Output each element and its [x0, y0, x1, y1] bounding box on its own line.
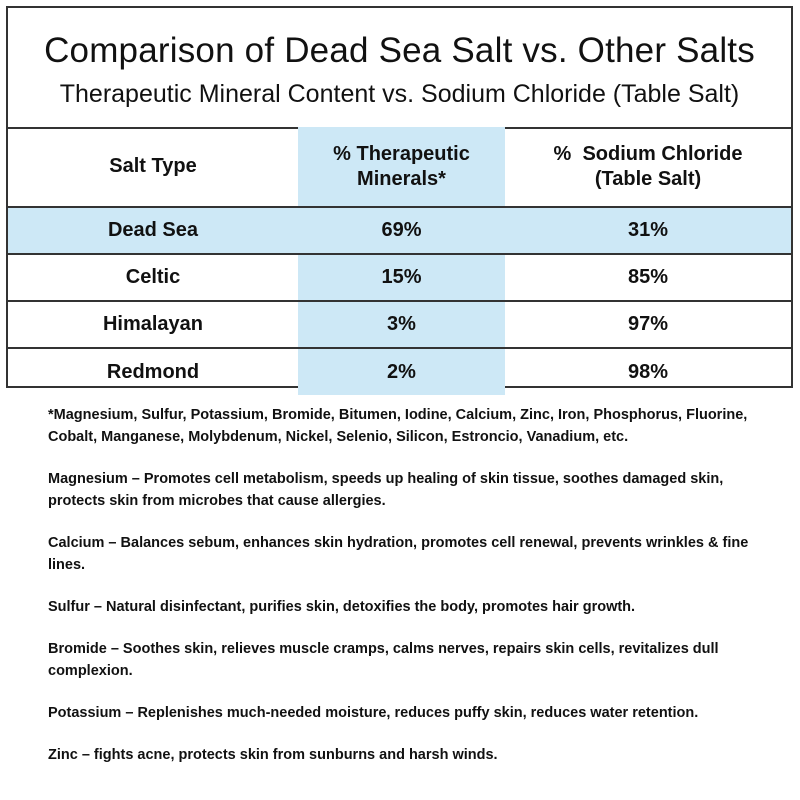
salt-name-cell: Dead Sea [8, 207, 298, 254]
comparison-panel [6, 6, 793, 388]
sodium-cell: 31% [505, 207, 791, 254]
salt-name-cell: Celtic [8, 254, 298, 301]
page-subtitle: Therapeutic Mineral Content vs. Sodium Chloride (Table Salt) [59, 80, 740, 108]
header-sodium-chloride [505, 127, 791, 207]
note-magnesium: Magnesium – Promotes cell metabolism, speeds up healing of skin tissue, soothes damaged skin, protects skin from microbes that cause allergies. [48, 471, 724, 509]
header-sodium-line2: (Table Salt) [594, 167, 702, 190]
salt-comparison-table [8, 127, 791, 395]
sodium-cell: 98% [505, 348, 791, 395]
therapeutic-cell: 15% [298, 254, 505, 301]
note-sulfur: Sulfur – Natural disinfectant, purifies skin, detoxifies the body, promotes hair growth. [48, 599, 636, 615]
note-zinc: Zinc – fights acne, protects skin from sunburns and harsh winds. [48, 747, 498, 763]
therapeutic-cell: 2% [298, 348, 505, 395]
table-row [8, 301, 791, 348]
header-salt-type: Salt Type [109, 155, 197, 177]
page-title: Comparison of Dead Sea Salt vs. Other Salts [44, 31, 755, 70]
title-box [8, 8, 791, 129]
therapeutic-cell: 69% [298, 207, 505, 254]
note-bromide: Bromide – Soothes skin, relieves muscle cramps, calms nerves, repairs skin cells, revitalizes dull complexion. [48, 641, 719, 679]
note-potassium: Potassium – Replenishes much-needed moisture, reduces puffy skin, reduces water retention. [48, 705, 699, 721]
note-calcium: Calcium – Balances sebum, enhances skin hydration, promotes cell renewal, prevents wrinkles & fine lines. [48, 535, 749, 573]
header-therapeutic-line1: % Therapeutic [333, 142, 470, 165]
header-therapeutic-minerals [298, 127, 505, 207]
therapeutic-cell: 3% [298, 301, 505, 348]
salt-name-cell: Redmond [8, 348, 298, 395]
table-row [8, 348, 791, 395]
sodium-cell: 85% [505, 254, 791, 301]
salt-name-cell: Himalayan [8, 301, 298, 348]
table-row [8, 207, 791, 254]
header-sodium-line1: % Sodium Chloride [553, 142, 743, 165]
mineral-notes [48, 404, 768, 786]
header-therapeutic-line2: Minerals* [357, 167, 446, 190]
mineral-footnote: *Magnesium, Sulfur, Potassium, Bromide, Bitumen, Iodine, Calcium, Zinc, Iron, Phosphorus, Fluorine, Cobalt, Manganese, Molybdenum, Nickel, Selenio, Silicon, Estroncio, Vanadium, etc. [48, 407, 748, 445]
table-header-row [8, 127, 791, 207]
sodium-cell: 97% [505, 301, 791, 348]
table-row [8, 254, 791, 301]
